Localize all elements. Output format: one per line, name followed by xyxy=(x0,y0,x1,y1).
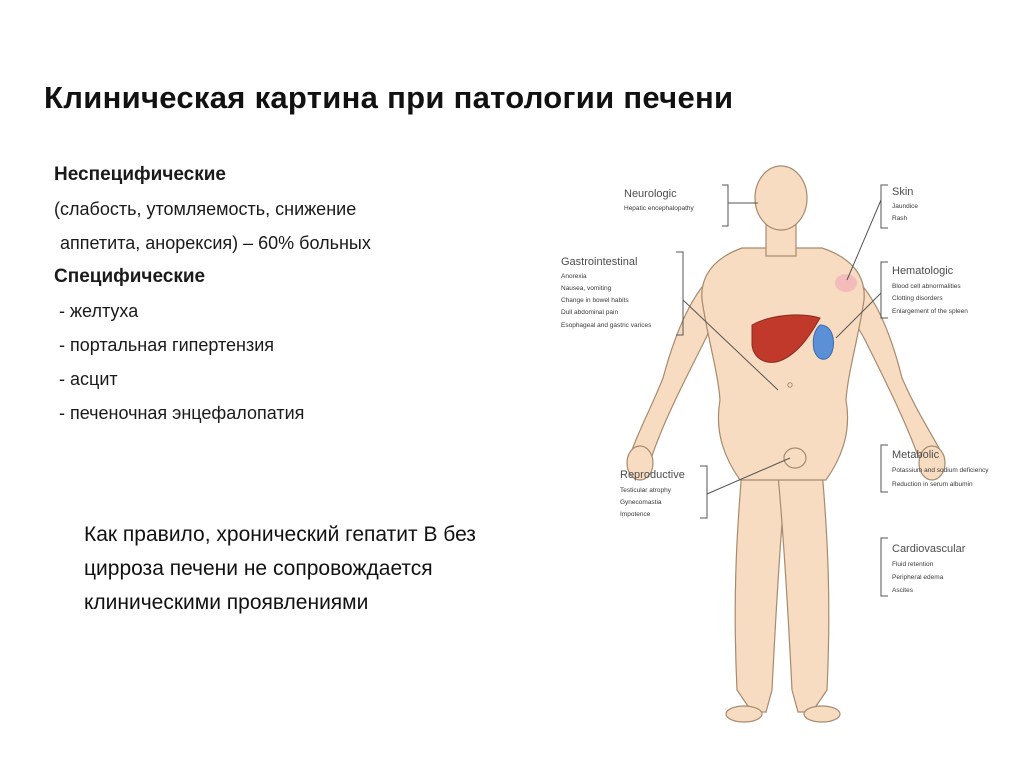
head xyxy=(755,166,807,230)
hematologic-item-2: Clotting disorders xyxy=(892,295,943,302)
spleen xyxy=(813,325,833,359)
symptom-ascites: - асцит xyxy=(59,369,118,389)
left-column xyxy=(54,158,524,430)
cardiovascular-item-3: Ascites xyxy=(892,587,913,594)
reproductive-item-1: Testicular atrophy xyxy=(620,487,671,494)
nonspecific-heading: Неспецифические xyxy=(54,164,226,185)
right-foot xyxy=(804,706,840,722)
body-diagram-svg xyxy=(548,160,1024,735)
metabolic-bracket xyxy=(881,445,888,492)
cardiovascular-item-2: Peripheral edema xyxy=(892,574,944,581)
skin-item-1: Jaundice xyxy=(892,203,919,210)
neurologic-bracket xyxy=(722,185,728,226)
skin-line xyxy=(847,200,881,280)
hematologic-item-1: Blood cell abnormalities xyxy=(892,283,961,290)
right-leg xyxy=(778,470,829,712)
gastrointestinal-item-5: Esophageal and gastric varices xyxy=(561,322,652,329)
specific-list xyxy=(54,294,524,430)
metabolic-item-2: Reduction in serum albumin xyxy=(892,481,973,488)
reproductive-item-2: Gynecomastia xyxy=(620,499,662,506)
metabolic-item-1: Potassium and sodium deficiency xyxy=(892,467,989,474)
cardiovascular-heading: Cardiovascular xyxy=(892,543,966,555)
hepatitis-note: Как правило, хронический гепатит В без цирроза печени не сопровождается клиническими проявлениями xyxy=(84,523,476,614)
genitalia xyxy=(784,448,806,468)
symptom-encephalopathy: - печеночная энцефалопатия xyxy=(59,403,305,423)
cardiovascular-bracket xyxy=(881,538,888,596)
cardiovascular-item-1: Fluid retention xyxy=(892,561,934,568)
gastrointestinal-item-3: Change in bowel habits xyxy=(561,297,629,304)
hematologic-item-3: Enlargement of the spleen xyxy=(892,308,968,315)
reproductive-bracket xyxy=(700,466,707,518)
skin-rash-spot xyxy=(835,274,857,292)
gastrointestinal-item-4: Dull abdominal pain xyxy=(561,309,619,316)
body-silhouette xyxy=(627,166,945,722)
gastrointestinal-item-1: Anorexia xyxy=(561,273,587,280)
specific-heading: Специфические xyxy=(54,266,206,287)
slide-title: Клиническая картина при патологии печени xyxy=(44,80,734,115)
skin-item-2: Rash xyxy=(892,215,908,222)
skin-bracket xyxy=(881,185,888,228)
metabolic-heading: Metabolic xyxy=(892,449,940,461)
symptom-portal-hypertension: - портальная гипертензия xyxy=(59,335,275,355)
left-leg xyxy=(735,470,786,712)
nonspecific-line-1: (слабость, утомляемость, снижение xyxy=(54,199,357,219)
body-diagram xyxy=(548,160,1024,735)
neurologic-heading: Neurologic xyxy=(624,188,677,200)
left-foot xyxy=(726,706,762,722)
neurologic-item-1: Hepatic encephalopathy xyxy=(624,205,694,212)
symptom-jaundice: - желтуха xyxy=(59,301,139,321)
skin-heading: Skin xyxy=(892,186,914,198)
hematologic-bracket xyxy=(881,262,888,318)
gastrointestinal-item-2: Nausea, vomiting xyxy=(561,285,612,292)
hematologic-heading: Hematologic xyxy=(892,265,954,277)
nonspecific-line-2: аппетита, анорексия) – 60% больных xyxy=(60,233,371,253)
reproductive-heading: Reproductive xyxy=(620,469,685,481)
gastrointestinal-heading: Gastrointestinal xyxy=(561,256,638,268)
reproductive-item-3: Impotence xyxy=(620,511,651,518)
